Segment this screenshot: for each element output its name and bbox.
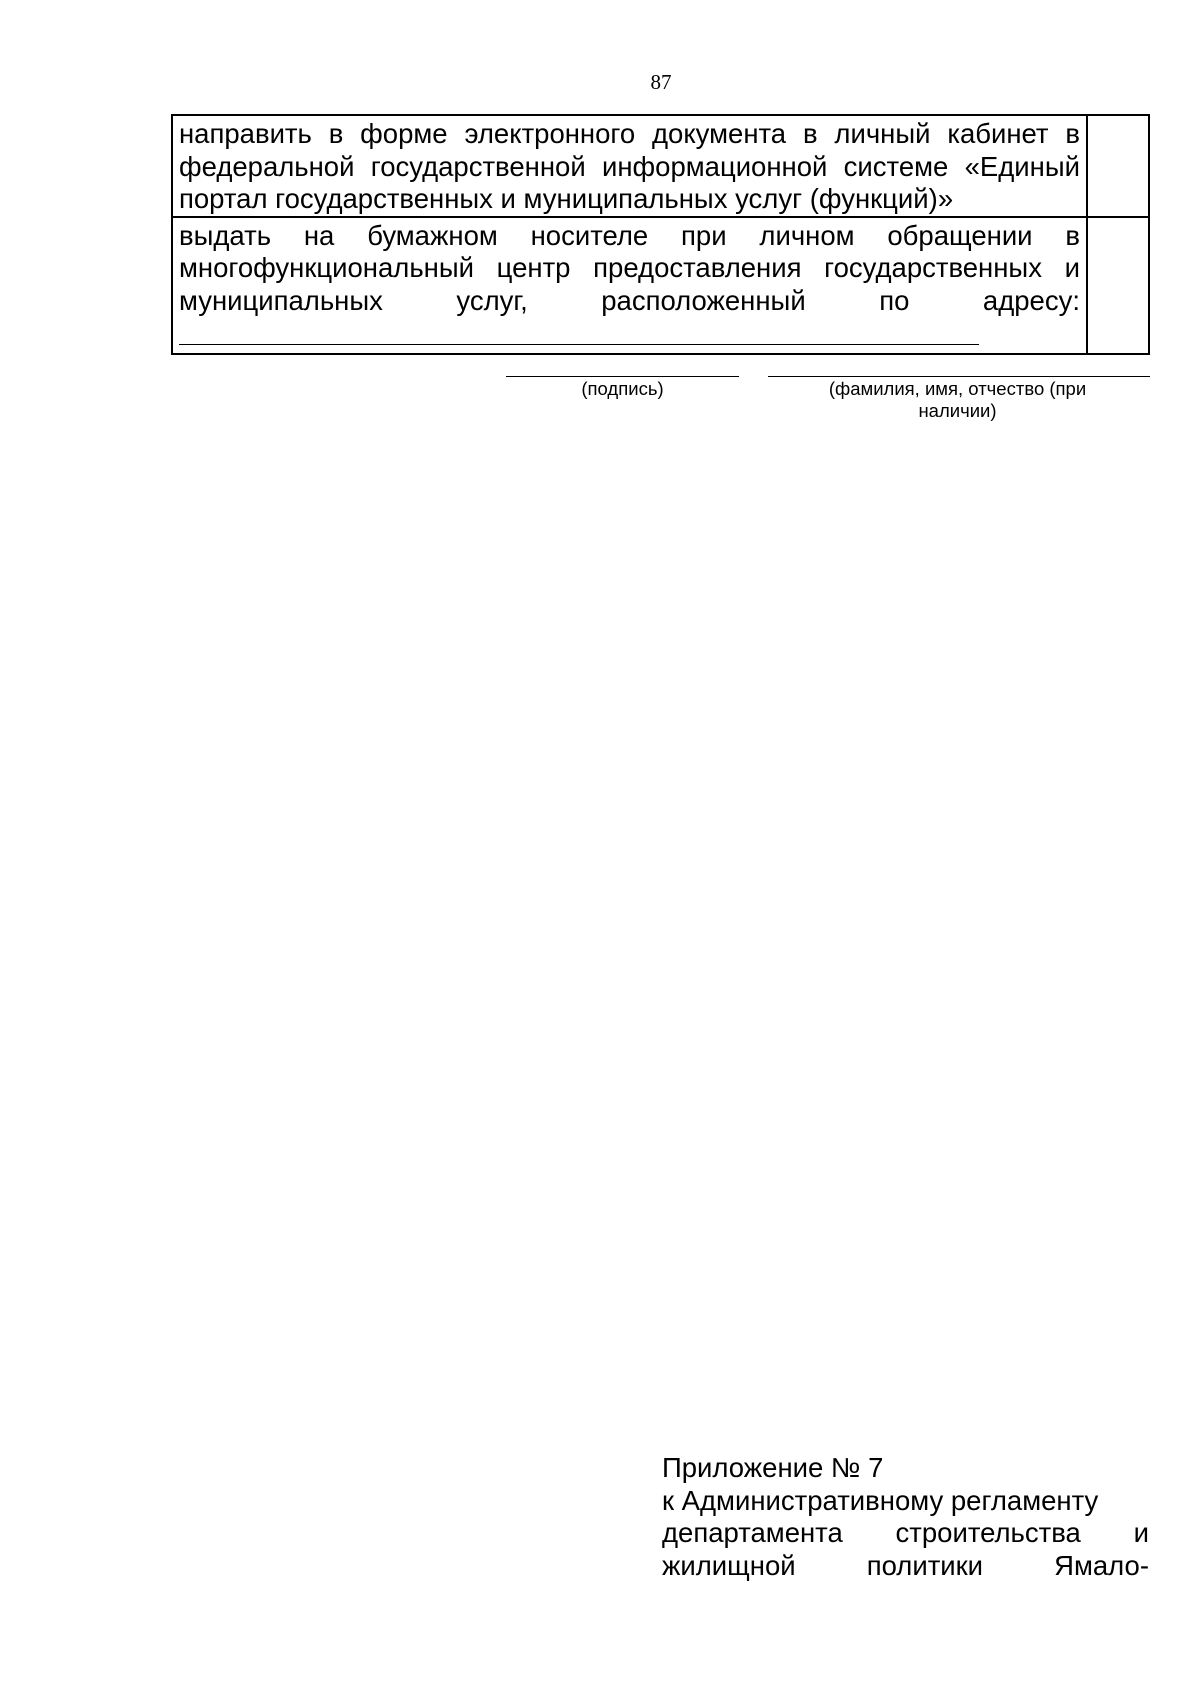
option-electronic-text: направить в форме электронного документа в личный кабинет в федеральной государственной информационной системе «Единый портал государственных и муниципальных услуг (функций)» bbox=[179, 118, 1080, 214]
option-row-paper bbox=[172, 217, 1149, 354]
option-text-cell bbox=[172, 217, 1087, 354]
page-number: 87 bbox=[650, 70, 672, 94]
appendix-line-3 bbox=[662, 1550, 1149, 1583]
option-electronic-checkbox[interactable] bbox=[1087, 115, 1149, 217]
appendix-word: жилищной bbox=[662, 1549, 796, 1581]
option-paper-label: выдать на бумажном носителе при личном обращении в многофункциональный центр предоставления государственных и муниципальных услуг, расположенный по адресу: bbox=[179, 219, 1080, 316]
option-paper-checkbox[interactable] bbox=[1087, 217, 1149, 354]
appendix-word: строительства bbox=[895, 1517, 1081, 1548]
appendix-header bbox=[662, 1452, 1149, 1582]
delivery-options-table bbox=[171, 114, 1150, 355]
appendix-word: Ямало- bbox=[1054, 1549, 1149, 1581]
signature-caption: (подпись) bbox=[581, 378, 664, 399]
appendix-word: и bbox=[1133, 1517, 1149, 1548]
option-paper-text bbox=[173, 218, 1086, 353]
option-row-electronic bbox=[172, 115, 1149, 217]
appendix-line-1: к Административному регламенту bbox=[662, 1484, 1099, 1516]
appendix-word: департамента bbox=[662, 1517, 843, 1548]
address-blank-line[interactable] bbox=[179, 317, 979, 345]
full-name-caption: (фамилия, имя, отчество (при наличии) bbox=[828, 378, 1087, 421]
appendix-title: Приложение № 7 bbox=[662, 1452, 884, 1483]
full-name-line[interactable] bbox=[768, 376, 1150, 377]
appendix-word: политики bbox=[866, 1549, 984, 1581]
signature-line[interactable] bbox=[506, 376, 739, 377]
option-text-cell bbox=[172, 115, 1087, 217]
appendix-line-2 bbox=[662, 1517, 1149, 1550]
